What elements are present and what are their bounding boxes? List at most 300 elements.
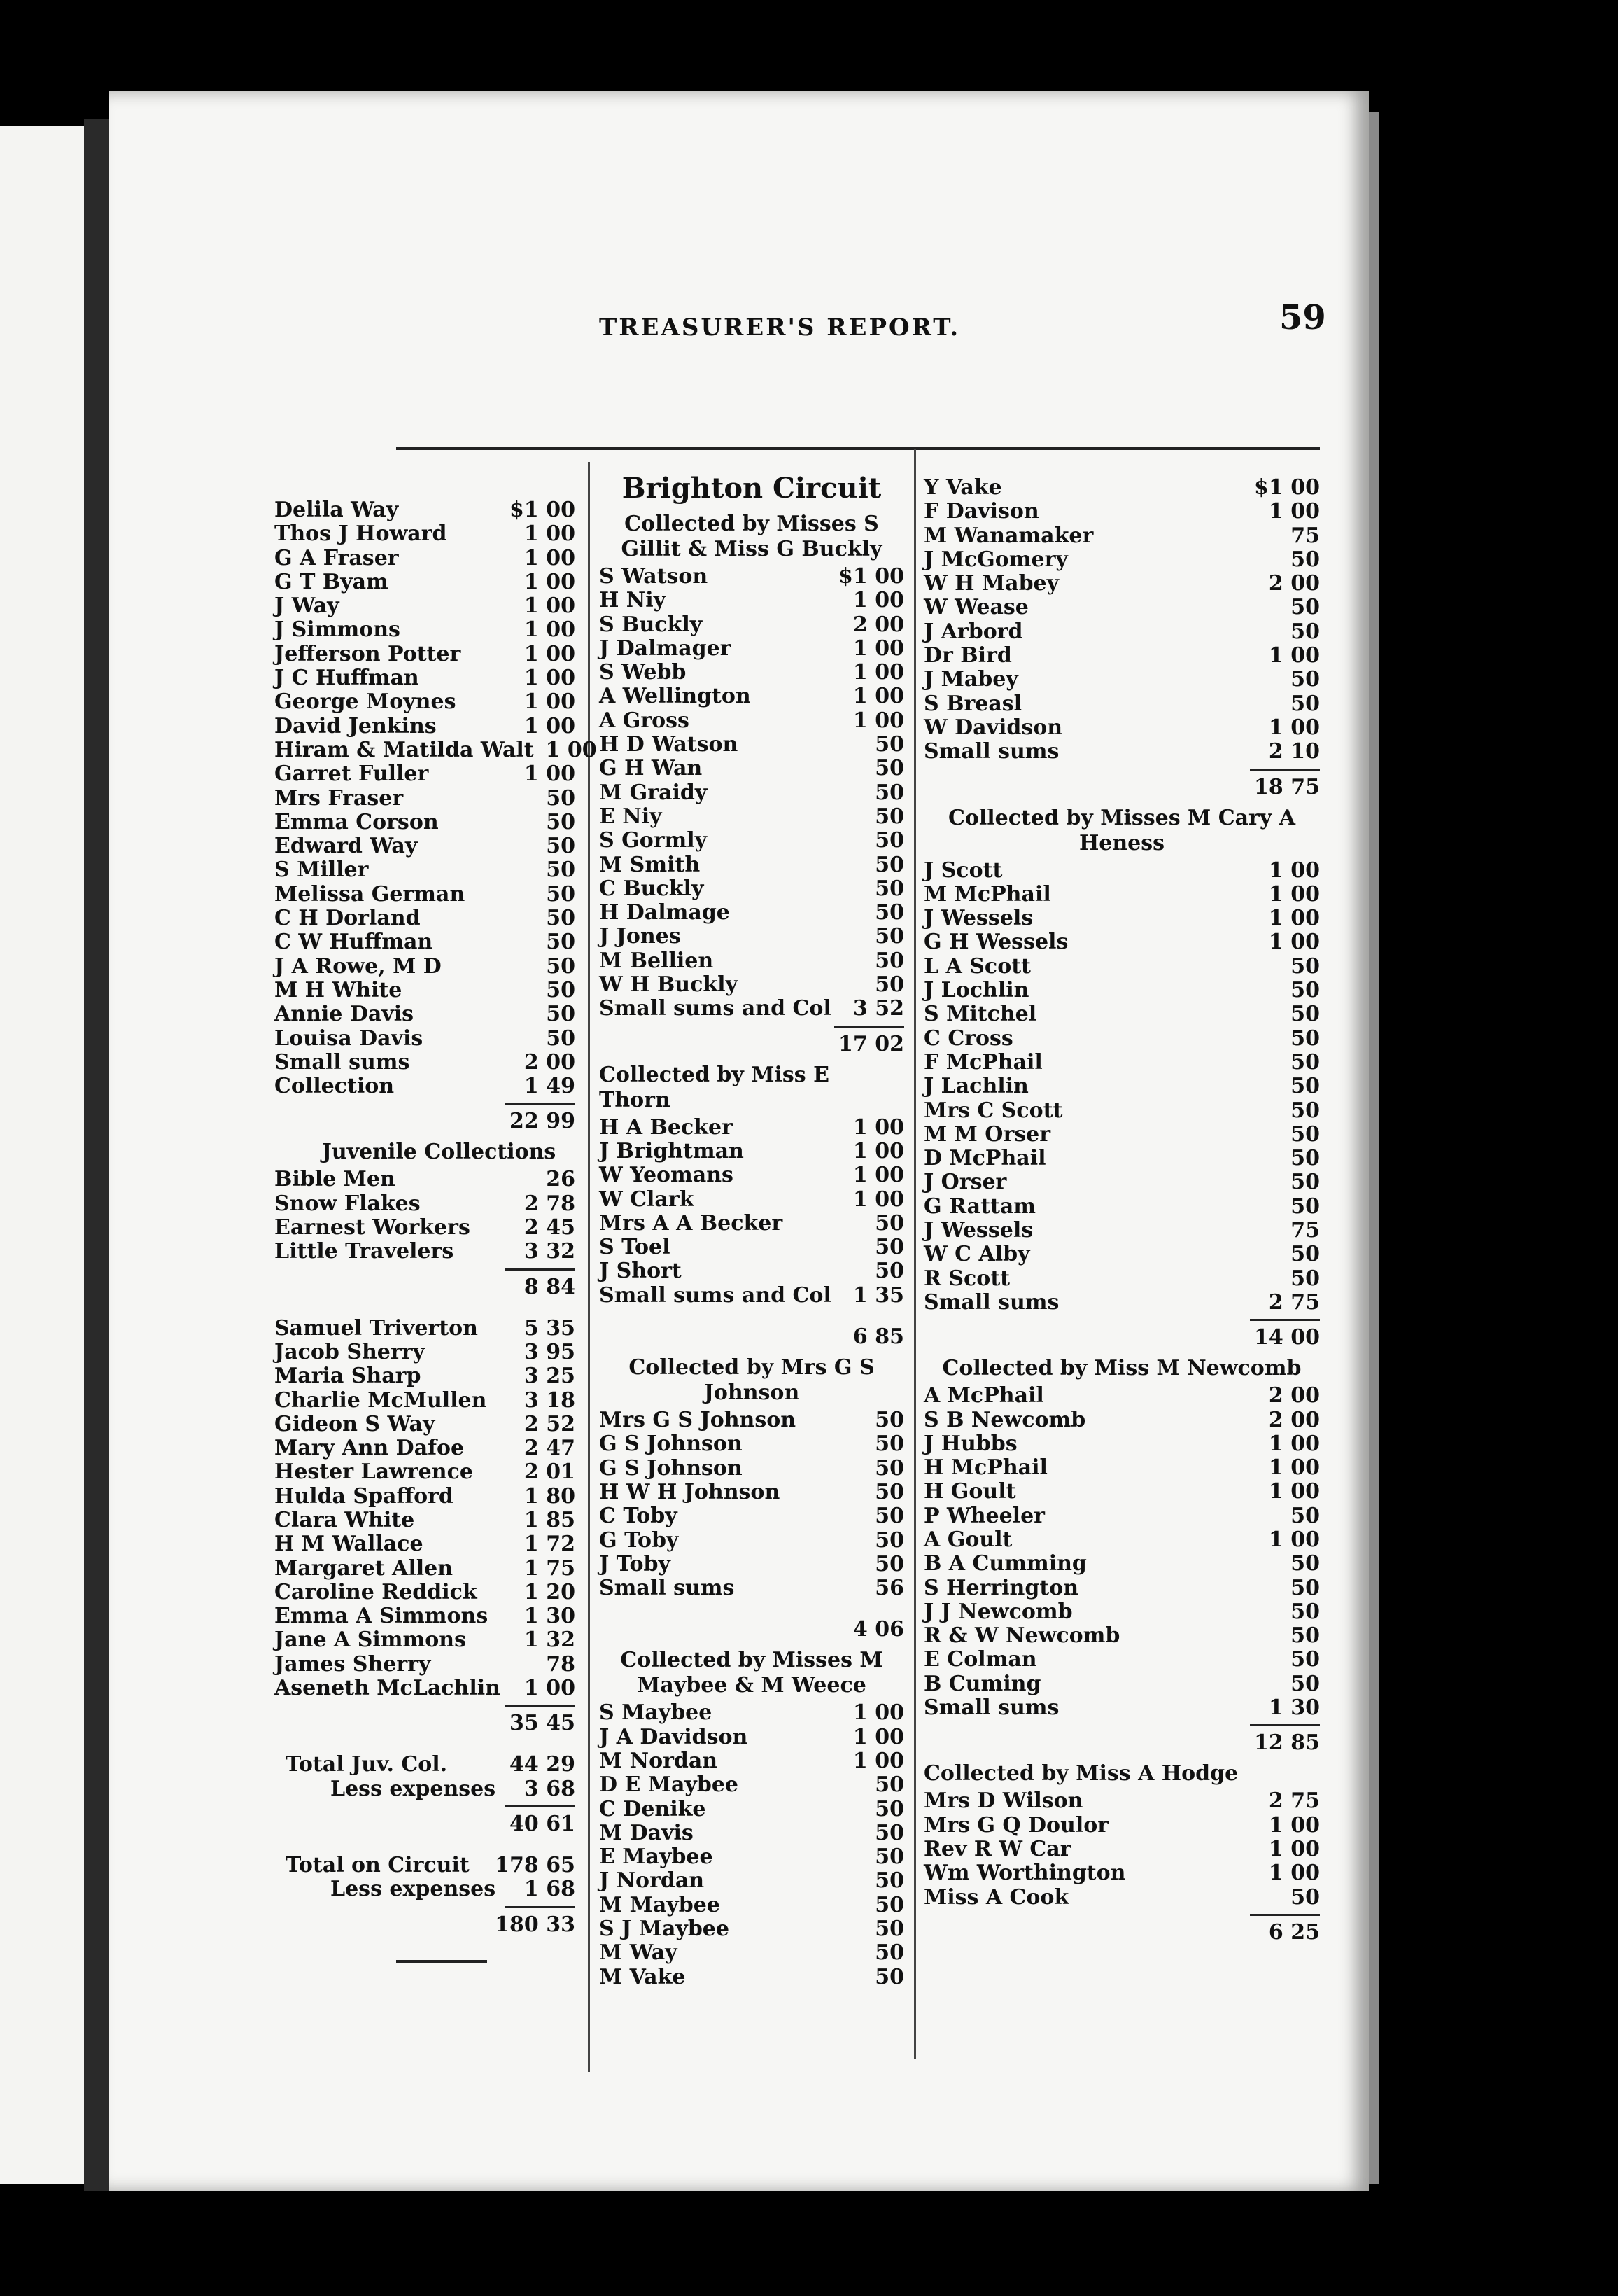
entry-row bbox=[274, 690, 575, 714]
amount: 50 bbox=[1290, 1170, 1320, 1195]
donor-name: Mrs G Q Doulor bbox=[924, 1812, 1109, 1837]
running-head: TREASURER'S REPORT. bbox=[599, 314, 961, 342]
donor-name: Small sums bbox=[599, 1576, 735, 1601]
amount: 1 00 bbox=[852, 708, 904, 733]
donor-list bbox=[599, 565, 904, 1021]
donor-name: H A Becker bbox=[599, 1114, 733, 1140]
donor-name: M Graidy bbox=[599, 780, 708, 805]
entry-row bbox=[924, 883, 1320, 906]
amount: 50 bbox=[875, 804, 904, 829]
amount: 75 bbox=[1290, 1218, 1320, 1243]
donor-name: H D Watson bbox=[599, 732, 738, 757]
entry-row bbox=[599, 1917, 904, 1941]
donor-name: A McPhail bbox=[924, 1383, 1044, 1408]
donor-name: G S Johnson bbox=[599, 1432, 743, 1457]
donor-name: W Yeomans bbox=[599, 1163, 733, 1188]
donor-list bbox=[924, 476, 1320, 764]
entry-row bbox=[274, 715, 575, 738]
donor-name: S Webb bbox=[599, 660, 687, 685]
amount: 26 bbox=[546, 1167, 575, 1192]
donor-list bbox=[924, 1789, 1320, 1909]
amount: 50 bbox=[546, 906, 575, 931]
donor-name: S Watson bbox=[599, 564, 708, 589]
donor-name: Small sums bbox=[274, 1049, 410, 1074]
amount: 50 bbox=[875, 1796, 904, 1821]
entry-row bbox=[274, 618, 575, 642]
donor-name: Melissa German bbox=[274, 881, 465, 906]
donor-name: Edward Way bbox=[274, 834, 418, 859]
amount: 50 bbox=[875, 756, 904, 781]
donor-name: E Niy bbox=[599, 804, 662, 829]
sum-rule bbox=[505, 1268, 575, 1270]
amount: 1 30 bbox=[1268, 1695, 1320, 1721]
amount: 50 bbox=[875, 1259, 904, 1284]
amount: 1 00 bbox=[1268, 499, 1320, 524]
entry-row bbox=[274, 1413, 575, 1436]
donor-name: Gideon S Way bbox=[274, 1411, 435, 1436]
book-page bbox=[109, 91, 1369, 2191]
donor-name: J Way bbox=[274, 594, 339, 619]
amount: 1 00 bbox=[852, 684, 904, 709]
entry-row bbox=[924, 1600, 1320, 1624]
amount: 50 bbox=[546, 953, 575, 979]
entry-row bbox=[599, 973, 904, 997]
donor-name: Louisa Davis bbox=[274, 1026, 423, 1051]
entry-row bbox=[924, 1789, 1320, 1813]
amount: 50 bbox=[1290, 1599, 1320, 1624]
page-number: 59 bbox=[1279, 298, 1326, 337]
section-heading: Collected by Mrs G S Johnson bbox=[628, 1355, 875, 1406]
amount: 2 47 bbox=[523, 1436, 575, 1461]
amount: 50 bbox=[1290, 1884, 1320, 1910]
sum-rule bbox=[505, 1805, 575, 1807]
amount: 50 bbox=[875, 972, 904, 997]
amount: 1 00 bbox=[852, 1186, 904, 1212]
amount: 50 bbox=[875, 1820, 904, 1845]
amount: 2 01 bbox=[523, 1460, 575, 1485]
donor-name: Small sums and Col bbox=[599, 996, 831, 1021]
amount: 50 bbox=[1290, 1575, 1320, 1600]
entry-row bbox=[599, 1798, 904, 1821]
subtotal: 35 45 bbox=[509, 1711, 575, 1736]
donor-name: G Toby bbox=[599, 1527, 679, 1553]
entry-row bbox=[599, 829, 904, 853]
donor-name: Jacob Sherry bbox=[274, 1339, 425, 1364]
amount: 50 bbox=[875, 1479, 904, 1504]
entry-row bbox=[924, 1242, 1320, 1266]
amount: 1 00 bbox=[1268, 1527, 1320, 1552]
amount: 50 bbox=[875, 1964, 904, 1989]
amount: 50 bbox=[875, 780, 904, 805]
donor-name: Mrs A A Becker bbox=[599, 1210, 783, 1236]
amount: 50 bbox=[1290, 619, 1320, 644]
entry-row bbox=[599, 949, 904, 973]
amount: 56 bbox=[875, 1576, 904, 1601]
entry-row bbox=[599, 805, 904, 829]
amount: 1 00 bbox=[523, 762, 575, 787]
entry-row bbox=[274, 883, 575, 906]
amount: 1 00 bbox=[1268, 1455, 1320, 1480]
donor-name: David Jenkins bbox=[274, 713, 437, 738]
entry-row bbox=[924, 1027, 1320, 1051]
donor-name: J Simmons bbox=[274, 617, 400, 643]
amount: 50 bbox=[1290, 547, 1320, 572]
donor-name: M Vake bbox=[599, 1964, 686, 1989]
entry-row bbox=[924, 955, 1320, 979]
amount: 50 bbox=[875, 1917, 904, 1942]
amount: 50 bbox=[875, 1210, 904, 1236]
amount: 3 18 bbox=[523, 1387, 575, 1413]
entry-row bbox=[274, 522, 575, 546]
amount: 3 52 bbox=[852, 996, 904, 1021]
entry-row bbox=[274, 666, 575, 690]
donor-name: R Scott bbox=[924, 1266, 1011, 1291]
entry-row bbox=[274, 834, 575, 858]
amount: 1 00 bbox=[1268, 858, 1320, 883]
donor-name: W C Alby bbox=[924, 1242, 1030, 1267]
circuit-less-row: Less expenses 1 68 bbox=[330, 1877, 575, 1902]
entry-row bbox=[599, 1576, 904, 1600]
amount: 50 bbox=[1290, 1623, 1320, 1648]
donor-name: G H Wan bbox=[599, 756, 703, 781]
donor-list bbox=[599, 1116, 904, 1308]
donor-name: Mrs Fraser bbox=[274, 785, 404, 811]
entry-row bbox=[599, 1259, 904, 1283]
entry-row bbox=[599, 925, 904, 948]
section-heading: Collected by Miss M Newcomb bbox=[942, 1356, 1302, 1381]
entry-row bbox=[599, 1869, 904, 1893]
donor-name: Collection bbox=[274, 1074, 395, 1099]
entry-row bbox=[599, 781, 904, 805]
entry-row bbox=[274, 1192, 575, 1216]
section-heading: Collected by Miss E Thorn bbox=[599, 1062, 829, 1112]
donor-name: Mary Ann Dafoe bbox=[274, 1436, 465, 1461]
donor-name: M M Orser bbox=[924, 1121, 1051, 1147]
amount: 50 bbox=[875, 828, 904, 853]
donor-name: Bible Men bbox=[274, 1167, 395, 1192]
entry-row bbox=[924, 1147, 1320, 1170]
entry-row bbox=[599, 1726, 904, 1749]
donor-name: A Goult bbox=[924, 1527, 1013, 1552]
amount: 50 bbox=[1290, 1146, 1320, 1171]
entry-row bbox=[274, 811, 575, 834]
sum-rule bbox=[1250, 1724, 1320, 1726]
subtotal: 40 61 bbox=[509, 1811, 575, 1836]
amount: 50 bbox=[1290, 667, 1320, 692]
donor-name: J C Huffman bbox=[274, 666, 419, 691]
amount: 3 32 bbox=[523, 1239, 575, 1264]
entry-row bbox=[599, 1966, 904, 1989]
entry-row bbox=[274, 1604, 575, 1628]
amount: 2 75 bbox=[1268, 1788, 1320, 1814]
amount: 2 45 bbox=[523, 1215, 575, 1240]
amount: 1 85 bbox=[523, 1507, 575, 1532]
entry-row bbox=[924, 1123, 1320, 1147]
amount: 1 00 bbox=[523, 666, 575, 691]
column-right bbox=[914, 476, 1320, 1947]
amount: 78 bbox=[546, 1651, 575, 1676]
donor-name: Clara White bbox=[274, 1507, 415, 1532]
circuit-title: Brighton Circuit bbox=[621, 472, 882, 505]
amount: 50 bbox=[1290, 1002, 1320, 1027]
donor-name: A Gross bbox=[599, 708, 689, 733]
donor-name: Hulda Spafford bbox=[274, 1483, 453, 1508]
amount: 50 bbox=[875, 1772, 904, 1798]
amount: 1 00 bbox=[1268, 643, 1320, 668]
amount: 1 00 bbox=[523, 713, 575, 738]
entry-row bbox=[274, 1628, 575, 1652]
amount: 1 00 bbox=[523, 1676, 575, 1701]
donor-name: Small sums and Col bbox=[599, 1282, 831, 1308]
entry-row bbox=[924, 1170, 1320, 1194]
donor-name: Hiram & Matilda Walt bbox=[274, 737, 534, 762]
donor-name: J Lachlin bbox=[924, 1074, 1029, 1099]
entry-row bbox=[274, 1557, 575, 1581]
donor-name: S Mitchel bbox=[924, 1002, 1037, 1027]
amount: 50 bbox=[1290, 1121, 1320, 1147]
amount: 1 00 bbox=[523, 522, 575, 547]
donor-name: G S Johnson bbox=[599, 1455, 743, 1480]
amount: 1 00 bbox=[1268, 1812, 1320, 1837]
entry-row bbox=[274, 737, 597, 762]
amount: 1 00 bbox=[852, 1138, 904, 1163]
entry-row bbox=[924, 1528, 1320, 1552]
donor-list bbox=[599, 1408, 904, 1600]
amount: 1 00 bbox=[852, 1724, 904, 1749]
amount: 50 bbox=[546, 834, 575, 859]
donor-name: S J Maybee bbox=[599, 1917, 729, 1942]
entry-row bbox=[274, 858, 575, 882]
entry-row bbox=[599, 1480, 904, 1504]
section-heading: Collected by Miss A Hodge bbox=[924, 1761, 1239, 1786]
entry-row bbox=[924, 1408, 1320, 1432]
amount: 1 00 bbox=[545, 737, 597, 762]
entry-row bbox=[924, 644, 1320, 668]
entry-row bbox=[599, 661, 904, 685]
closing-rule bbox=[396, 1960, 487, 1963]
donor-name: C Cross bbox=[924, 1026, 1013, 1051]
donor-name: Delila Way bbox=[274, 498, 399, 522]
entry-row bbox=[274, 1002, 575, 1026]
donor-name: Mrs D Wilson bbox=[924, 1788, 1083, 1814]
sum-rule bbox=[505, 1906, 575, 1908]
donor-name: M Wanamaker bbox=[924, 523, 1094, 548]
entry-row bbox=[274, 1389, 575, 1413]
entry-row bbox=[274, 1676, 575, 1700]
donor-name: B A Cumming bbox=[924, 1551, 1087, 1576]
sum-rule bbox=[505, 1704, 575, 1707]
donor-name: W Clark bbox=[599, 1186, 694, 1212]
entry-row bbox=[924, 1195, 1320, 1219]
entry-row bbox=[599, 1457, 904, 1480]
donor-name: George Moynes bbox=[274, 690, 456, 715]
amount: 50 bbox=[875, 924, 904, 949]
donor-name: S Buckly bbox=[599, 612, 703, 637]
grand-total: 180 33 bbox=[495, 1912, 575, 1937]
entry-row bbox=[924, 1267, 1320, 1291]
donor-name: Dr Bird bbox=[924, 643, 1012, 668]
amount: 50 bbox=[1290, 595, 1320, 620]
amount: $1 00 bbox=[1254, 475, 1320, 500]
donor-name: Little Travelers bbox=[274, 1239, 454, 1264]
entry-row bbox=[599, 1941, 904, 1965]
entry-row bbox=[924, 1837, 1320, 1861]
section-heading: Collected by Misses M Maybee & M Weece bbox=[620, 1648, 883, 1698]
amount: 1 49 bbox=[523, 1074, 575, 1099]
donor-name: P Wheeler bbox=[924, 1503, 1045, 1528]
amount: 1 00 bbox=[523, 641, 575, 666]
entry-row bbox=[924, 1576, 1320, 1600]
entry-row bbox=[924, 1886, 1320, 1910]
entry-row bbox=[599, 1188, 904, 1212]
section-heading: Collected by Misses M Cary A Heness bbox=[948, 805, 1295, 855]
amount: 50 bbox=[1290, 953, 1320, 979]
amount: 1 00 bbox=[852, 636, 904, 661]
entry-row bbox=[924, 1672, 1320, 1696]
amount: 50 bbox=[875, 948, 904, 973]
donor-name: F McPhail bbox=[924, 1049, 1043, 1074]
donor-name: Emma A Simmons bbox=[274, 1604, 488, 1629]
entry-row bbox=[599, 1140, 904, 1163]
donor-name: Snow Flakes bbox=[274, 1191, 421, 1216]
amount: 50 bbox=[875, 1455, 904, 1480]
donor-name: S Miller bbox=[274, 858, 369, 883]
donor-name: F Davison bbox=[924, 499, 1039, 524]
donor-name: Caroline Reddick bbox=[274, 1579, 477, 1604]
amount: 50 bbox=[1290, 1503, 1320, 1528]
donor-name: W Wease bbox=[924, 595, 1029, 620]
entry-row bbox=[599, 1529, 904, 1553]
entry-row bbox=[599, 709, 904, 733]
amount: 50 bbox=[546, 858, 575, 883]
donor-name: J Wessels bbox=[924, 906, 1034, 931]
donor-name: Hester Lawrence bbox=[274, 1460, 473, 1485]
entry-row bbox=[924, 930, 1320, 954]
donor-list bbox=[924, 859, 1320, 1315]
amount: 50 bbox=[1290, 1671, 1320, 1696]
donor-name: E Maybee bbox=[599, 1844, 713, 1870]
donor-name: J J Newcomb bbox=[924, 1599, 1073, 1624]
amount: 50 bbox=[546, 930, 575, 955]
amount: 50 bbox=[875, 1551, 904, 1576]
entry-row bbox=[274, 762, 575, 786]
entry-row bbox=[924, 1291, 1320, 1315]
donor-name: G H Wessels bbox=[924, 930, 1069, 955]
donor-name: Maria Sharp bbox=[274, 1364, 421, 1389]
donor-name: James Sherry bbox=[274, 1651, 431, 1676]
amount: 50 bbox=[1290, 1026, 1320, 1051]
donor-name: J Lochlin bbox=[924, 978, 1029, 1003]
donor-name: C Buckly bbox=[599, 876, 704, 901]
donor-name: H W H Johnson bbox=[599, 1479, 780, 1504]
entry-row bbox=[599, 685, 904, 708]
amount: 50 bbox=[546, 1026, 575, 1051]
entry-row bbox=[274, 906, 575, 930]
subtotal: 22 99 bbox=[509, 1109, 575, 1134]
donor-name: Rev R W Car bbox=[924, 1836, 1071, 1861]
entry-row bbox=[924, 500, 1320, 524]
donor-name: J Arbord bbox=[924, 619, 1023, 644]
amount: 50 bbox=[1290, 1194, 1320, 1219]
donor-list bbox=[599, 1701, 904, 1989]
donor-name: J Wessels bbox=[924, 1218, 1034, 1243]
amount: 50 bbox=[875, 1868, 904, 1893]
entry-row bbox=[924, 1480, 1320, 1504]
entry-row bbox=[274, 1317, 575, 1340]
donor-name: S Maybee bbox=[599, 1700, 712, 1726]
entry-row bbox=[599, 637, 904, 661]
entry-row bbox=[599, 565, 904, 589]
entry-row bbox=[924, 476, 1320, 500]
entry-row bbox=[274, 1340, 575, 1364]
donor-name: Small sums bbox=[924, 739, 1060, 764]
donor-name: M Bellien bbox=[599, 948, 714, 973]
donor-name: Emma Corson bbox=[274, 809, 439, 834]
donor-name: Margaret Allen bbox=[274, 1555, 453, 1581]
column-divider-1 bbox=[588, 462, 590, 2072]
amount: 1 00 bbox=[1268, 1479, 1320, 1504]
donor-name: H M Wallace bbox=[274, 1532, 423, 1557]
entry-row bbox=[924, 1456, 1320, 1480]
amount: 50 bbox=[875, 876, 904, 901]
amount: 50 bbox=[875, 1432, 904, 1457]
donor-name: J Dalmager bbox=[599, 636, 731, 661]
entry-row bbox=[599, 901, 904, 925]
amount: 50 bbox=[875, 852, 904, 877]
donor-name: Small sums bbox=[924, 1289, 1060, 1315]
donor-name: M Nordan bbox=[599, 1748, 718, 1773]
donor-name: Aseneth McLachlin bbox=[274, 1676, 500, 1701]
entry-row bbox=[924, 1552, 1320, 1576]
donor-name: J Orser bbox=[924, 1170, 1007, 1195]
entry-row bbox=[924, 1002, 1320, 1026]
donor-name: R & W Newcomb bbox=[924, 1623, 1120, 1648]
amount: 2 00 bbox=[1268, 1383, 1320, 1408]
entry-row bbox=[924, 1074, 1320, 1098]
amount: 50 bbox=[875, 1408, 904, 1433]
amount: 2 78 bbox=[523, 1191, 575, 1216]
donor-list bbox=[924, 1384, 1320, 1720]
entry-row bbox=[599, 1749, 904, 1773]
entry-row bbox=[274, 1240, 575, 1264]
amount: 1 00 bbox=[1268, 906, 1320, 931]
entry-row bbox=[924, 740, 1320, 764]
donor-name: M Davis bbox=[599, 1820, 694, 1845]
amount: 1 72 bbox=[523, 1532, 575, 1557]
donor-name: S B Newcomb bbox=[924, 1407, 1086, 1432]
entry-row bbox=[599, 757, 904, 780]
amount: 1 32 bbox=[523, 1628, 575, 1653]
amount: 75 bbox=[1290, 523, 1320, 548]
amount: 50 bbox=[546, 1002, 575, 1027]
book-gutter bbox=[84, 119, 109, 2191]
entry-row bbox=[274, 1581, 575, 1604]
sum-rule bbox=[1250, 1914, 1320, 1916]
amount: 1 00 bbox=[523, 594, 575, 619]
amount: $1 00 bbox=[509, 498, 575, 522]
amount: 50 bbox=[875, 1527, 904, 1553]
donor-name: J Toby bbox=[599, 1551, 670, 1576]
amount: 1 00 bbox=[523, 617, 575, 643]
donor-name: D McPhail bbox=[924, 1146, 1046, 1171]
entry-row bbox=[274, 930, 575, 954]
entry-row bbox=[924, 1432, 1320, 1456]
entry-row bbox=[924, 572, 1320, 596]
donor-name: M Smith bbox=[599, 852, 701, 877]
entry-row bbox=[274, 643, 575, 666]
donor-list bbox=[274, 1317, 575, 1701]
entry-row bbox=[924, 1861, 1320, 1885]
